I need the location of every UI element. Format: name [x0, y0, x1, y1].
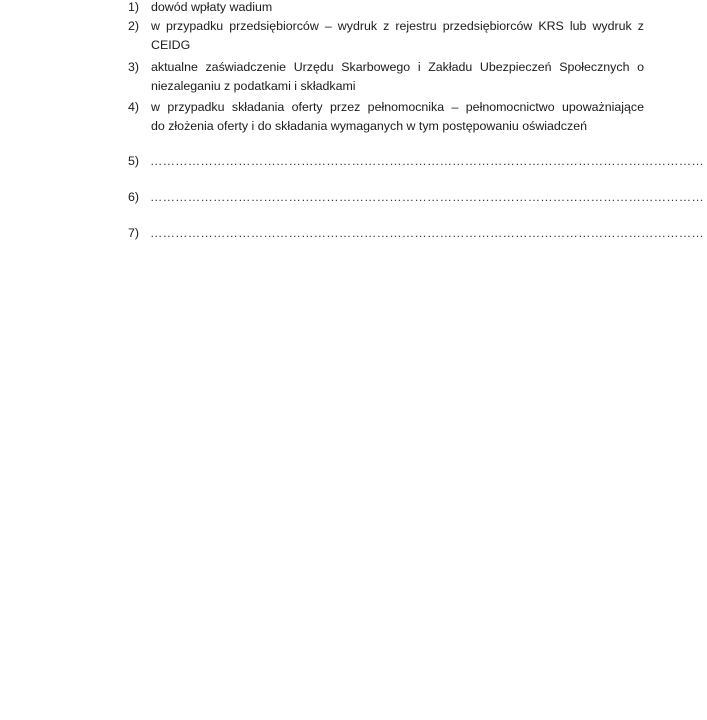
item-text-line: aktualne zaświadczenie Urzędu Skarbowego i Zakładu Ubezpieczeń Społecznych o	[151, 60, 644, 74]
item-text	[151, 0, 644, 17]
item-text	[151, 98, 644, 136]
item-text-line: CEIDG	[151, 38, 191, 52]
item-text	[151, 17, 644, 55]
dotted-fill-line: ……………………………………………………………………………………………………………………	[150, 190, 704, 204]
dotted-fill-line: ……………………………………………………………………………………………………………………	[150, 154, 704, 168]
item-number: 5)	[128, 154, 140, 168]
item-text-line: niezaleganiu z podatkami i składkami	[151, 79, 356, 93]
item-number: 1)	[128, 0, 140, 14]
item-number: 4)	[128, 100, 140, 114]
item-text-line: w przypadku składania oferty przez pełnomocnika – pełnomocnictwo upoważniające	[151, 100, 644, 114]
item-text-line: w przypadku przedsiębiorców – wydruk z rejestru przedsiębiorców KRS lub wydruk z	[151, 19, 644, 33]
item-text-line: do złożenia oferty i do składania wymaganych w tym postępowaniu oświadczeń	[151, 119, 587, 133]
item-number: 3)	[128, 60, 140, 74]
dotted-fill-line: ……………………………………………………………………………………………………………………	[150, 226, 704, 240]
item-number: 2)	[128, 19, 140, 33]
item-text	[151, 58, 644, 96]
item-number: 7)	[128, 226, 140, 240]
item-number: 6)	[128, 190, 140, 204]
item-text-line: dowód wpłaty wadium	[151, 0, 273, 14]
